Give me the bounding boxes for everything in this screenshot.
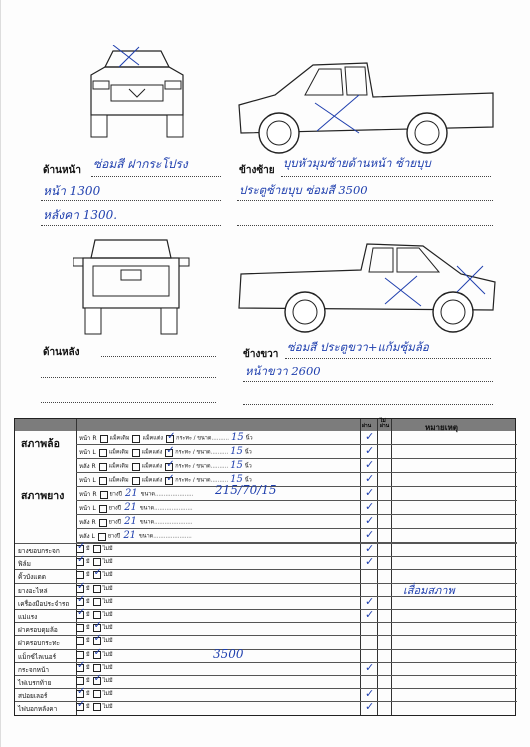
row-divider	[15, 622, 517, 623]
checkbox-no[interactable]	[93, 651, 101, 659]
yes-label: มี	[86, 559, 90, 566]
opt-mod-label: แม็คแต่ง	[141, 477, 163, 484]
tire-year: 21	[125, 488, 138, 499]
item-label: ไฟเบรกท้าย	[18, 679, 52, 687]
no-label: ไม่มี	[102, 651, 113, 658]
yes-label: มี	[86, 664, 90, 671]
no-label: ไม่มี	[102, 704, 113, 711]
checkbox-yes[interactable]	[76, 571, 84, 579]
tire-size-label: ขนาด	[140, 491, 155, 498]
inch-label: นิ้ว	[245, 435, 253, 442]
checkbox-yes[interactable]	[76, 624, 84, 632]
col-divider-4	[391, 419, 392, 715]
right-line-2	[243, 381, 493, 382]
col-bad-header: ไม่ผ่าน	[380, 418, 390, 429]
no-label: ไม่มี	[102, 638, 113, 645]
col-good-header: ผ่าน	[362, 423, 372, 429]
col-divider-2	[360, 419, 361, 715]
car-front-diagram	[83, 45, 191, 143]
item-label: กระจกหน้า	[18, 665, 50, 674]
wheel-size: 15	[230, 474, 243, 485]
checkbox-tire[interactable]	[99, 519, 107, 527]
tire-row: หน้า R ยางปี 21 ขนาด......................	[79, 488, 194, 499]
checkbox-hub[interactable]	[165, 477, 173, 485]
wheel-position: หน้า L	[79, 477, 96, 484]
tire-row: หลัง R ยางปี 21 ขนาด......................	[79, 516, 193, 527]
checkbox-yes[interactable]	[76, 690, 84, 698]
row-divider	[15, 701, 517, 702]
checkbox-mod-wheel[interactable]	[132, 449, 140, 457]
no-label: ไม่มี	[102, 678, 113, 684]
yes-label: มี	[86, 572, 90, 579]
car-rear-diagram	[73, 236, 191, 338]
opt-mod-label: แม็คแต่ง	[141, 449, 163, 456]
row-divider	[76, 444, 517, 445]
item-label: ไฟบอกหลังคา	[18, 705, 58, 714]
tire-size-label: ขนาด	[139, 533, 154, 540]
checkbox-orig-wheel[interactable]	[99, 477, 107, 485]
opt-orig-label: แม็คเดิม	[109, 435, 130, 442]
checkbox-no[interactable]	[93, 558, 101, 566]
yes-label: มี	[86, 651, 90, 658]
checkbox-orig-wheel[interactable]	[99, 449, 107, 457]
tire-year: 21	[124, 502, 137, 513]
item-label: ฝาครอบดุมล้อ	[18, 626, 58, 635]
pass-check-mark: ✓	[365, 514, 375, 527]
item-options	[73, 571, 113, 579]
pass-check-mark: ✓	[365, 608, 375, 621]
item-label: ยางขอบกระจก	[18, 547, 60, 555]
item-label: ฟิล์ม	[18, 560, 31, 569]
item-options	[73, 651, 113, 659]
item-options	[73, 598, 113, 606]
front-line-3	[41, 225, 221, 226]
row-divider	[76, 486, 517, 487]
front-note-2: หน้า 1300	[43, 184, 101, 198]
yes-label: มี	[86, 546, 90, 552]
pass-check-mark: ✓	[365, 472, 375, 485]
opt-hub-label: กระทะ / ขนาด	[176, 435, 212, 442]
rear-label: ด้านหลัง	[43, 347, 80, 358]
inch-label: นิ้ว	[244, 463, 252, 470]
opt-orig-label: แม็คเดิม	[108, 449, 129, 456]
item-options	[73, 677, 113, 685]
opt-hub-label: กระทะ / ขนาด	[175, 449, 211, 456]
checkbox-yes[interactable]	[76, 611, 84, 619]
wheel-row: หน้า L แม็คเดิม แม็คแต่ง✓ กระทะ / ขนาด.......... 15 นิ้ว	[79, 446, 252, 457]
inch-label: นิ้ว	[244, 449, 252, 456]
opt-orig-label: แม็คเดิม	[108, 463, 129, 470]
tire-year: 21	[123, 530, 137, 541]
item-label: แม็กซ์ไลเนอร์	[18, 652, 57, 661]
wheel-position: หน้า L	[79, 449, 96, 456]
checkbox-orig-wheel[interactable]	[99, 463, 107, 471]
item-label: คิ้วบังแดด	[18, 573, 46, 582]
wheel-size: 15	[230, 460, 243, 471]
row-divider	[76, 472, 517, 473]
spare-tire-note: เสื่อมสภาพ	[403, 584, 455, 597]
checkbox-yes[interactable]	[76, 703, 84, 711]
left-line-3	[237, 225, 493, 226]
no-label: ไม่มี	[102, 598, 113, 605]
car-left-side-diagram	[235, 55, 499, 160]
checkbox-orig-wheel[interactable]	[100, 435, 108, 443]
item-options	[73, 611, 113, 619]
car-right-side-diagram	[235, 238, 499, 340]
checkbox-no[interactable]	[93, 624, 101, 632]
opt-mod-label: แม็คแต่ง	[141, 463, 163, 470]
left-line-2	[237, 200, 493, 201]
checkbox-hub[interactable]	[165, 449, 173, 457]
pass-check-mark: ✓	[365, 594, 375, 608]
tire-size-label: ขนาด	[139, 505, 155, 512]
row-divider	[15, 569, 517, 570]
row-divider	[15, 543, 517, 544]
row-divider	[76, 458, 517, 459]
front-note-3: หลังคา 1300.	[43, 208, 118, 222]
pass-check-mark: ✓	[365, 486, 375, 499]
front-label: ด้านหน้า	[43, 165, 81, 176]
row-divider	[15, 662, 517, 663]
item-options	[73, 690, 113, 698]
checkbox-yes[interactable]	[76, 637, 84, 645]
inch-label: นิ้ว	[244, 477, 252, 484]
no-label: ไม่มี	[102, 585, 113, 592]
item-options	[73, 624, 113, 632]
yes-label: มี	[86, 678, 90, 684]
remark-header: หมายเหตุ	[425, 423, 458, 432]
item-label: สปอยเลอร์	[18, 692, 48, 701]
item-label: ยางอะไหล่	[18, 586, 48, 595]
no-label: ไม่มี	[102, 625, 113, 632]
checkbox-tire[interactable]	[99, 505, 107, 513]
pass-check-mark: ✓	[365, 500, 375, 513]
front-line-1	[91, 176, 221, 177]
row-divider	[15, 556, 517, 557]
checkbox-yes[interactable]	[76, 598, 84, 606]
inspection-table	[14, 418, 516, 716]
rear-line-3	[41, 402, 216, 403]
item-options	[73, 585, 113, 593]
no-label: ไม่มี	[102, 691, 113, 698]
pass-check-mark: ✓	[365, 700, 375, 714]
row-divider	[15, 649, 517, 650]
tire-year-label: ยางปี	[109, 491, 123, 498]
checkbox-no[interactable]	[93, 637, 101, 645]
item-options	[73, 545, 113, 553]
left-note-2: ประตูซ้ายบุบ ซ่อมสี 3500	[239, 183, 368, 197]
wheel-section-label: สภาพล้อ	[21, 438, 60, 450]
right-note-1: ซ่อมสี ประตูขวา+แก้มซุ้มล้อ	[287, 340, 429, 354]
opt-hub-label: กระทะ / ขนาด	[175, 463, 211, 470]
wheel-position: หน้า R	[79, 435, 97, 442]
checkbox-no[interactable]	[93, 585, 101, 593]
opt-mod-label: แม็คแต่ง	[142, 435, 164, 442]
checkbox-no[interactable]	[93, 677, 101, 685]
tire-year-label: ยางปี	[107, 533, 121, 540]
row-divider	[76, 528, 517, 529]
wheel-position: หลัง R	[79, 463, 96, 470]
checkbox-yes[interactable]	[76, 651, 84, 659]
item-label: ฝาครอบกระทะ	[18, 639, 61, 648]
left-label: ข้างซ้าย	[239, 165, 275, 176]
rear-line-1	[101, 356, 216, 357]
checkbox-hub[interactable]	[165, 463, 173, 471]
checkbox-no[interactable]	[93, 571, 101, 579]
checkbox-yes[interactable]	[76, 545, 84, 553]
checkbox-mod-wheel[interactable]	[132, 435, 140, 443]
row-divider	[15, 688, 517, 689]
pass-check-mark: ✓	[365, 555, 375, 569]
right-label: ข้างขวา	[243, 349, 279, 360]
wheel-row: หน้า R แม็คเดิม แม็คแต่ง✓ กระทะ / ขนาด.......... 15 นิ้ว	[79, 432, 253, 443]
row-divider	[15, 609, 517, 610]
left-note-1: บุบหัวมุมซ้ายด้านหน้า ซ้ายบุบ	[283, 156, 431, 170]
item-label: เครื่องมือประจำรถ	[18, 599, 70, 608]
yes-label: มี	[86, 704, 90, 711]
yes-label: มี	[86, 598, 90, 605]
opt-orig-label: แม็คเดิม	[108, 477, 129, 484]
col-divider-3	[377, 419, 378, 715]
wheel-row: หลัง R แม็คเดิม แม็คแต่ง✓ กระทะ / ขนาด.......... 15 นิ้ว	[79, 460, 252, 471]
tire-position: หลัง R	[79, 519, 96, 526]
checkbox-yes[interactable]	[76, 585, 84, 593]
wheel-size: 15	[230, 446, 243, 457]
checkbox-no[interactable]	[93, 611, 101, 619]
no-label: ไม่มี	[102, 546, 113, 552]
no-label: ไม่มี	[102, 572, 113, 579]
checkbox-no[interactable]	[93, 703, 101, 711]
pass-check-mark: ✓	[365, 444, 375, 457]
pass-check-mark: ✓	[365, 542, 375, 555]
tire-year-label: ยางปี	[108, 505, 122, 512]
row-divider	[76, 500, 517, 501]
checkbox-hub[interactable]	[166, 435, 174, 443]
front-line-2	[41, 200, 221, 201]
pass-check-mark: ✓	[365, 687, 375, 701]
wheel-row: หน้า L แม็คเดิม แม็คแต่ง✓ กระทะ / ขนาด.......... 15 นิ้ว	[79, 474, 252, 485]
tire-position: หน้า L	[79, 505, 96, 512]
rear-line-2	[41, 377, 216, 378]
item-options	[73, 664, 113, 672]
tire-row: หน้า L ยางปี 21 ขนาด......................	[79, 502, 193, 513]
row-divider	[15, 635, 517, 636]
tire-section-label: สภาพยาง	[21, 490, 65, 502]
pass-check-mark: ✓	[365, 430, 375, 443]
front-note-1: ซ่อมสี ฝากระโปรง	[93, 157, 188, 171]
item-note: 3500	[213, 646, 244, 661]
yes-label: มี	[86, 638, 90, 645]
yes-label: มี	[86, 691, 90, 698]
right-note-2: หน้าขวา 2600	[245, 364, 321, 378]
checkbox-no[interactable]	[93, 598, 101, 606]
item-label: แม่แรง	[18, 613, 38, 621]
wheel-size: 15	[230, 432, 244, 443]
left-line-1	[281, 176, 491, 177]
no-label: ไม่มี	[102, 559, 113, 566]
checkbox-no[interactable]	[93, 545, 101, 553]
checkbox-yes[interactable]	[76, 664, 84, 672]
opt-hub-label: กระทะ / ขนาด	[175, 477, 211, 484]
pass-check-mark: ✓	[365, 528, 375, 541]
tire-size-value: 215/70/15	[215, 483, 277, 497]
row-divider	[76, 514, 517, 515]
checkbox-mod-wheel[interactable]	[132, 463, 140, 471]
no-label: ไม่มี	[102, 612, 113, 618]
checkbox-tire[interactable]	[98, 533, 106, 541]
tire-position: หลัง L	[79, 533, 95, 540]
row-divider	[15, 675, 517, 676]
checkbox-tire[interactable]	[100, 491, 108, 499]
pass-check-mark: ✓	[365, 458, 375, 471]
pass-check-mark: ✓	[365, 660, 375, 674]
tire-year: 21	[124, 516, 137, 527]
tire-row: หลัง L ยางปี 21 ขนาด......................	[79, 530, 192, 541]
checkbox-yes[interactable]	[76, 558, 84, 566]
checkbox-yes[interactable]	[76, 677, 84, 685]
yes-label: มี	[86, 612, 90, 618]
checkbox-mod-wheel[interactable]	[132, 477, 140, 485]
checkbox-no[interactable]	[93, 690, 101, 698]
yes-label: มี	[86, 585, 90, 592]
tire-position: หน้า R	[79, 491, 97, 498]
tire-year-label: ยางปี	[108, 519, 122, 526]
right-line-3	[243, 404, 493, 405]
right-line-1	[285, 358, 491, 359]
no-label: ไม่มี	[102, 664, 113, 671]
checkbox-no[interactable]	[93, 664, 101, 672]
yes-label: มี	[86, 625, 90, 632]
item-options	[73, 703, 113, 711]
item-options	[73, 558, 113, 566]
tire-size-label: ขนาด	[139, 519, 155, 526]
item-options	[73, 637, 113, 645]
